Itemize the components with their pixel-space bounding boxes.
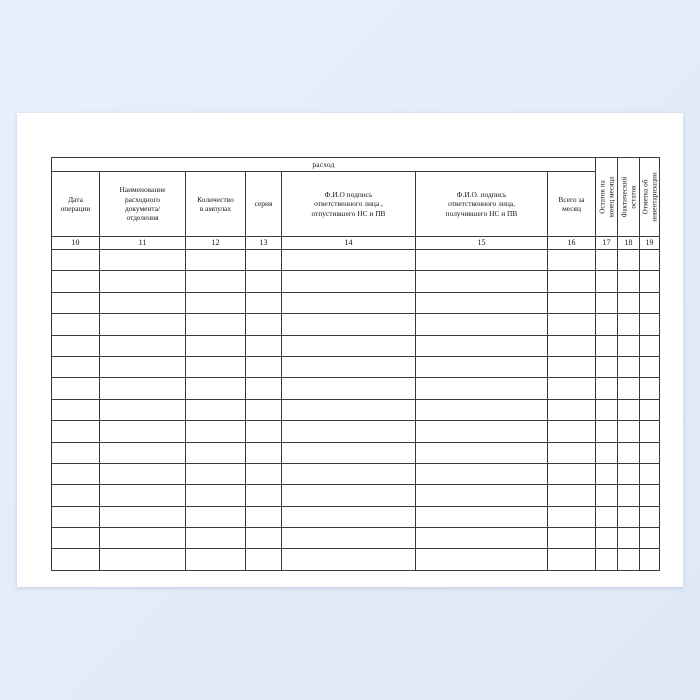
table-cell[interactable] <box>282 314 416 335</box>
table-cell[interactable] <box>186 271 246 292</box>
table-cell[interactable] <box>596 485 618 506</box>
table-row[interactable] <box>52 271 660 292</box>
table-header-row <box>52 172 660 237</box>
table-row[interactable] <box>52 549 660 570</box>
table-cell[interactable] <box>548 463 596 484</box>
table-cell[interactable] <box>548 506 596 527</box>
column-number-cell: 14 <box>282 237 416 250</box>
column-number-cell: 10 <box>52 237 100 250</box>
table-cell[interactable] <box>52 528 100 549</box>
table-cell[interactable] <box>548 549 596 570</box>
table-cell[interactable] <box>640 463 660 484</box>
table-row[interactable] <box>52 399 660 420</box>
table-cell[interactable] <box>52 314 100 335</box>
table-cell[interactable] <box>282 271 416 292</box>
table-cell[interactable] <box>640 399 660 420</box>
table-row[interactable] <box>52 463 660 484</box>
table-cell[interactable] <box>246 485 282 506</box>
table-cell[interactable] <box>618 292 640 313</box>
column-number-cell: 15 <box>416 237 548 250</box>
table-cell[interactable] <box>596 271 618 292</box>
table-cell[interactable] <box>186 528 246 549</box>
table-cell[interactable] <box>246 356 282 377</box>
table-cell[interactable] <box>640 335 660 356</box>
column-number-row <box>52 237 660 250</box>
table-cell[interactable] <box>596 549 618 570</box>
table-cell[interactable] <box>282 421 416 442</box>
header-rotated-text: Остаток на конец месяца <box>597 176 615 218</box>
table-cell[interactable] <box>618 421 640 442</box>
column-number-cell: 16 <box>548 237 596 250</box>
table-cell[interactable] <box>596 528 618 549</box>
table-cell[interactable] <box>596 421 618 442</box>
table-cell[interactable] <box>246 271 282 292</box>
table-cell[interactable] <box>640 506 660 527</box>
header-ostatok-na-konec-mesyaca <box>596 158 618 237</box>
table-cell[interactable] <box>618 442 640 463</box>
table-cell[interactable] <box>100 356 186 377</box>
table-cell[interactable] <box>100 485 186 506</box>
table-cell[interactable] <box>618 485 640 506</box>
table-row[interactable] <box>52 442 660 463</box>
table-cell[interactable] <box>100 528 186 549</box>
table-cell[interactable] <box>618 335 640 356</box>
table-cell[interactable] <box>640 442 660 463</box>
table-row[interactable] <box>52 250 660 271</box>
paper-sheet <box>17 113 683 587</box>
table-cell[interactable] <box>186 314 246 335</box>
table-cell[interactable] <box>618 399 640 420</box>
header-kolichestvo-v-ampulah: Количество в ампулах <box>186 172 246 237</box>
table-cell[interactable] <box>548 399 596 420</box>
table-cell[interactable] <box>52 271 100 292</box>
table-cell[interactable] <box>52 506 100 527</box>
table-cell[interactable] <box>618 378 640 399</box>
table-cell[interactable] <box>596 314 618 335</box>
table-cell[interactable] <box>618 463 640 484</box>
table-cell[interactable] <box>52 549 100 570</box>
table-cell[interactable] <box>100 335 186 356</box>
table-cell[interactable] <box>246 335 282 356</box>
table-cell[interactable] <box>246 399 282 420</box>
table-row[interactable] <box>52 335 660 356</box>
table-cell[interactable] <box>618 250 640 271</box>
header-otmetka-ob-inventarizacii <box>640 158 660 237</box>
table-row[interactable] <box>52 356 660 377</box>
table-row[interactable] <box>52 421 660 442</box>
table-cell[interactable] <box>186 485 246 506</box>
table-container <box>51 157 659 571</box>
table-cell[interactable] <box>246 549 282 570</box>
band-label-rashod: расход <box>52 158 596 172</box>
table-cell[interactable] <box>100 442 186 463</box>
table-row[interactable] <box>52 292 660 313</box>
table-cell[interactable] <box>416 399 548 420</box>
table-row[interactable] <box>52 485 660 506</box>
table-cell[interactable] <box>416 506 548 527</box>
header-naimenovanie-dokumenta: Наименование расходного документа/ отделения <box>100 172 186 237</box>
table-cell[interactable] <box>548 292 596 313</box>
table-cell[interactable] <box>52 463 100 484</box>
table-cell[interactable] <box>186 356 246 377</box>
table-cell[interactable] <box>618 314 640 335</box>
table-cell[interactable] <box>246 378 282 399</box>
table-cell[interactable] <box>596 335 618 356</box>
table-cell[interactable] <box>548 442 596 463</box>
table-cell[interactable] <box>618 356 640 377</box>
header-fakticheskiy-ostatok <box>618 158 640 237</box>
table-cell[interactable] <box>548 314 596 335</box>
table-cell[interactable] <box>282 506 416 527</box>
table-cell[interactable] <box>100 378 186 399</box>
table-row[interactable] <box>52 528 660 549</box>
table-cell[interactable] <box>596 442 618 463</box>
table-cell[interactable] <box>416 549 548 570</box>
table-band-row <box>52 158 660 172</box>
table-cell[interactable] <box>246 250 282 271</box>
table-cell[interactable] <box>548 485 596 506</box>
table-cell[interactable] <box>186 506 246 527</box>
table-cell[interactable] <box>640 378 660 399</box>
table-cell[interactable] <box>52 378 100 399</box>
table-cell[interactable] <box>640 314 660 335</box>
table-cell[interactable] <box>282 399 416 420</box>
table-cell[interactable] <box>596 506 618 527</box>
table-cell[interactable] <box>246 314 282 335</box>
table-cell[interactable] <box>548 335 596 356</box>
table-cell[interactable] <box>246 442 282 463</box>
table-cell[interactable] <box>548 528 596 549</box>
table-cell[interactable] <box>416 528 548 549</box>
table-cell[interactable] <box>596 463 618 484</box>
table-row[interactable] <box>52 314 660 335</box>
table-cell[interactable] <box>618 528 640 549</box>
table-cell[interactable] <box>640 250 660 271</box>
table-cell[interactable] <box>100 250 186 271</box>
table-cell[interactable] <box>548 378 596 399</box>
table-cell[interactable] <box>186 378 246 399</box>
table-cell[interactable] <box>640 549 660 570</box>
table-cell[interactable] <box>596 356 618 377</box>
table-cell[interactable] <box>416 485 548 506</box>
table-cell[interactable] <box>52 335 100 356</box>
header-data-operacii: Дата операции <box>52 172 100 237</box>
table-cell[interactable] <box>52 356 100 377</box>
table-cell[interactable] <box>416 292 548 313</box>
table-cell[interactable] <box>282 378 416 399</box>
table-cell[interactable] <box>186 463 246 484</box>
table-cell[interactable] <box>246 528 282 549</box>
column-number-cell: 17 <box>596 237 618 250</box>
header-fio-poluchivshego: Ф.И.О. подпись ответственного лица, получившего НС и ПВ <box>416 172 548 237</box>
table-cell[interactable] <box>618 506 640 527</box>
table-cell[interactable] <box>52 485 100 506</box>
table-cell[interactable] <box>282 442 416 463</box>
table-cell[interactable] <box>618 549 640 570</box>
table-cell[interactable] <box>282 250 416 271</box>
table-cell[interactable] <box>100 506 186 527</box>
table-cell[interactable] <box>52 292 100 313</box>
table-cell[interactable] <box>282 549 416 570</box>
table-body <box>52 250 660 571</box>
journal-table <box>51 157 660 571</box>
table-cell[interactable] <box>282 528 416 549</box>
table-cell[interactable] <box>282 356 416 377</box>
table-cell[interactable] <box>640 271 660 292</box>
table-row[interactable] <box>52 506 660 527</box>
column-number-cell: 18 <box>618 237 640 250</box>
table-cell[interactable] <box>186 399 246 420</box>
table-cell[interactable] <box>100 463 186 484</box>
table-cell[interactable] <box>100 292 186 313</box>
table-cell[interactable] <box>596 399 618 420</box>
table-cell[interactable] <box>186 292 246 313</box>
table-cell[interactable] <box>186 335 246 356</box>
table-cell[interactable] <box>246 463 282 484</box>
table-cell[interactable] <box>282 292 416 313</box>
table-cell[interactable] <box>282 485 416 506</box>
table-cell[interactable] <box>100 421 186 442</box>
header-rotated-text: Отметка об инвентаризации <box>640 172 658 222</box>
table-cell[interactable] <box>416 271 548 292</box>
table-cell[interactable] <box>100 271 186 292</box>
table-cell[interactable] <box>52 250 100 271</box>
table-cell[interactable] <box>52 421 100 442</box>
table-cell[interactable] <box>100 314 186 335</box>
table-cell[interactable] <box>416 314 548 335</box>
table-cell[interactable] <box>416 421 548 442</box>
table-cell[interactable] <box>416 250 548 271</box>
table-cell[interactable] <box>246 292 282 313</box>
table-cell[interactable] <box>100 399 186 420</box>
table-cell[interactable] <box>618 271 640 292</box>
table-cell[interactable] <box>100 549 186 570</box>
table-cell[interactable] <box>596 292 618 313</box>
table-cell[interactable] <box>52 442 100 463</box>
table-cell[interactable] <box>596 378 618 399</box>
table-cell[interactable] <box>416 378 548 399</box>
header-fio-otpustivshego: Ф.И.О подпись ответственного лица , отпустившего НС и ПВ <box>282 172 416 237</box>
column-number-cell: 11 <box>100 237 186 250</box>
table-cell[interactable] <box>416 463 548 484</box>
table-cell[interactable] <box>548 356 596 377</box>
table-cell[interactable] <box>416 442 548 463</box>
table-cell[interactable] <box>246 421 282 442</box>
table-cell[interactable] <box>640 528 660 549</box>
column-number-cell: 19 <box>640 237 660 250</box>
table-cell[interactable] <box>52 399 100 420</box>
table-cell[interactable] <box>186 442 246 463</box>
header-vsego-za-mesyac: Всего за месяц <box>548 172 596 237</box>
table-cell[interactable] <box>640 356 660 377</box>
table-cell[interactable] <box>548 421 596 442</box>
table-cell[interactable] <box>186 421 246 442</box>
table-cell[interactable] <box>640 292 660 313</box>
table-cell[interactable] <box>282 335 416 356</box>
table-cell[interactable] <box>548 271 596 292</box>
header-seriya: серия <box>246 172 282 237</box>
table-row[interactable] <box>52 378 660 399</box>
table-cell[interactable] <box>640 485 660 506</box>
column-number-cell: 13 <box>246 237 282 250</box>
table-cell[interactable] <box>186 250 246 271</box>
header-rotated-text: Фактический остаток <box>619 176 637 218</box>
table-cell[interactable] <box>246 506 282 527</box>
column-number-cell: 12 <box>186 237 246 250</box>
table-cell[interactable] <box>640 421 660 442</box>
table-cell[interactable] <box>596 250 618 271</box>
table-cell[interactable] <box>282 463 416 484</box>
table-cell[interactable] <box>416 356 548 377</box>
table-cell[interactable] <box>186 549 246 570</box>
table-cell[interactable] <box>548 250 596 271</box>
table-cell[interactable] <box>416 335 548 356</box>
